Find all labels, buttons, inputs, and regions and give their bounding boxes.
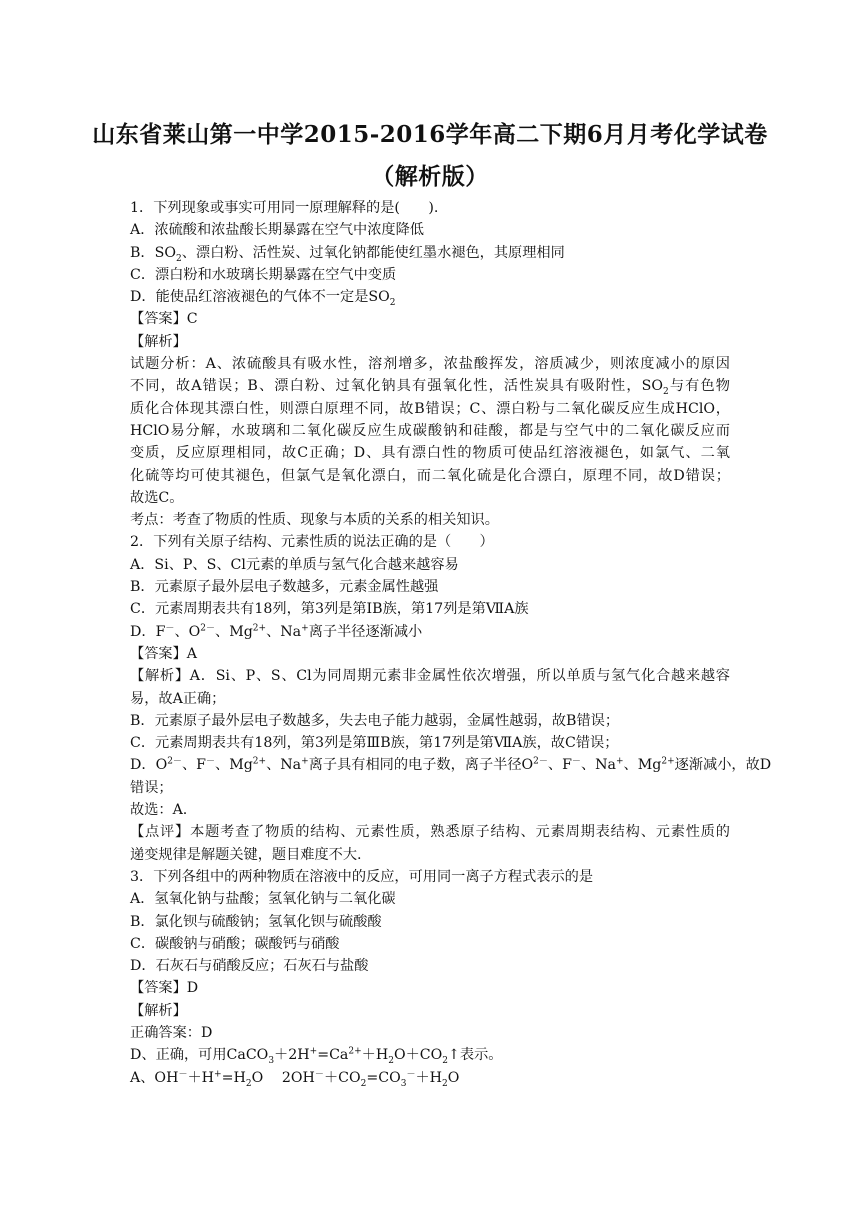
question-3-option-d: D．石灰石与硝酸反应；石灰石与盐酸 bbox=[130, 958, 369, 975]
question-1-analysis-line: 故选C。 bbox=[130, 489, 184, 506]
question-2-option-a: A．Si、P、S、Cl元素的单质与氢气化合越来越容易 bbox=[130, 556, 459, 573]
document-subtitle: （解析版） bbox=[371, 163, 489, 190]
question-1-option-d: D．能使品红溶液褪色的气体不一定是$SO_2$ bbox=[130, 289, 396, 309]
question-2-option-b: B．元素原子最外层电子数越多，元素金属性越强 bbox=[130, 579, 439, 596]
question-1-option-a: A．浓硫酸和浓盐酸长期暴露在空气中浓度降低 bbox=[130, 222, 424, 239]
question-1-analysis-line: HClO易分解，水玻璃和二氧化碳反应生成碳酸钠和硅酸，都是与空气中的二氧化碳反应而 bbox=[130, 422, 730, 439]
question-1-option-b: B．$SO_2$、漂白粉、活性炭、过氧化钠都能使红墨水褪色，其原理相同 bbox=[130, 244, 565, 264]
question-2-explanation-line: B．元素原子最外层电子数越多，失去电子能力越弱，金属性越弱，故B错误； bbox=[130, 712, 620, 729]
question-1-analysis-line: 化硫等均可使其褪色，但氯气是氧化漂白，而二氧化硫是化合漂白，原理不同，故D错误； bbox=[130, 467, 730, 484]
question-3-option-b: B．氯化钡与硫酸钠；氢氧化钡与硫酸酸 bbox=[130, 913, 382, 930]
question-2-explanation-line: 错误； bbox=[130, 779, 173, 796]
question-2-explanation-line: C．元素周期表共有18列，第3列是第ⅢB族，第17列是第ⅦA族，故C错误； bbox=[130, 735, 619, 752]
question-2-option-c: C．元素周期表共有18列，第3列是第ⅠB族，第17列是第ⅦA族 bbox=[130, 601, 529, 618]
question-1-option-c: C．漂白粉和水玻璃长期暴露在空气中变质 bbox=[130, 266, 397, 283]
document-body bbox=[130, 197, 772, 1089]
question-2-option-d: D．F－、$O^{2-}$、$Mg^{2+}$、Na+离子半径逐渐减小 bbox=[130, 622, 423, 640]
question-1-answer: 【答案】C bbox=[130, 311, 198, 328]
question-3-correct-answer: 正确答案：D bbox=[130, 1024, 213, 1041]
question-2-explanation-line: D．$O^{2-}$、F－、$Mg^{2+}$、Na+离子具有相同的电子数，离子半径$O^{2-}$、F－、Na+、$Mg^{2+}$逐渐减小，故D bbox=[130, 756, 772, 774]
question-2-explanation-line: 故选：A. bbox=[130, 802, 188, 819]
question-1-stem: 1．下列现象或事实可用同一原理解释的是( ). bbox=[130, 200, 439, 216]
question-3-equation-line: A、$OH^-+H^+=H_2O$ $2OH^-+CO_2=CO_3^-+H_2O$ bbox=[130, 1068, 460, 1089]
question-2-explanation-line: 易，故A正确； bbox=[130, 690, 226, 707]
question-3-stem: 3．下列各组中的两种物质在溶液中的反应，可用同一离子方程式表示的是 bbox=[130, 868, 594, 885]
question-2-answer: 【答案】A bbox=[130, 645, 197, 662]
question-2-comment-line: 递变规律是解题关键，题目难度不大. bbox=[130, 846, 362, 863]
question-1-analysis-heading: 【解析】 bbox=[130, 333, 187, 350]
question-1-analysis-line: 试题分析：A、浓硫酸具有吸水性，溶剂增多，浓盐酸挥发，溶质减少，则浓度减小的原因 bbox=[130, 356, 730, 373]
question-3-option-c: C．碳酸钠与硝酸；碳酸钙与硝酸 bbox=[130, 935, 340, 952]
question-3-analysis-heading: 【解析】 bbox=[130, 1002, 187, 1019]
question-3-equation-line: D、正确，可用$CaCO_3+2H^+=Ca^{2+}+H_2O+CO_2↑$表示。 bbox=[130, 1046, 503, 1067]
question-1-kaodian: 考点：考查了物质的性质、现象与本质的关系的相关知识。 bbox=[130, 512, 499, 529]
question-2-stem: 2．下列有关原子结构、元素性质的说法正确的是（ ） bbox=[130, 534, 494, 551]
question-3-answer: 【答案】D bbox=[130, 980, 199, 997]
document-title: 山东省莱山第一中学2015-2016学年高二下期6月月考化学试卷 bbox=[92, 121, 768, 148]
question-1-analysis-line: 变质，反应原理相同，故C正确；D、具有漂白性的物质可使品红溶液褪色，如氯气、二氧 bbox=[130, 445, 730, 462]
question-3-option-a: A．氢氧化钠与盐酸；氢氧化钠与二氧化碳 bbox=[130, 891, 396, 908]
question-2-explanation-line: 【解析】A．Si、P、S、Cl为同周期元素非金属性依次增强，所以单质与氢气化合越来越容 bbox=[130, 668, 730, 685]
question-2-comment-line: 【点评】本题考查了物质的结构、元素性质，熟悉原子结构、元素周期表结构、元素性质的 bbox=[130, 824, 730, 841]
question-1-analysis-line: 不同，故A错误；B、漂白粉、过氧化钠具有强氧化性，活性炭具有吸附性，$SO_2$与有色物 bbox=[130, 378, 730, 398]
question-1-analysis-line: 质化合体现其漂白性，则漂白原理不同，故B错误；C、漂白粉与二氧化碳反应生成HClO， bbox=[130, 400, 730, 417]
